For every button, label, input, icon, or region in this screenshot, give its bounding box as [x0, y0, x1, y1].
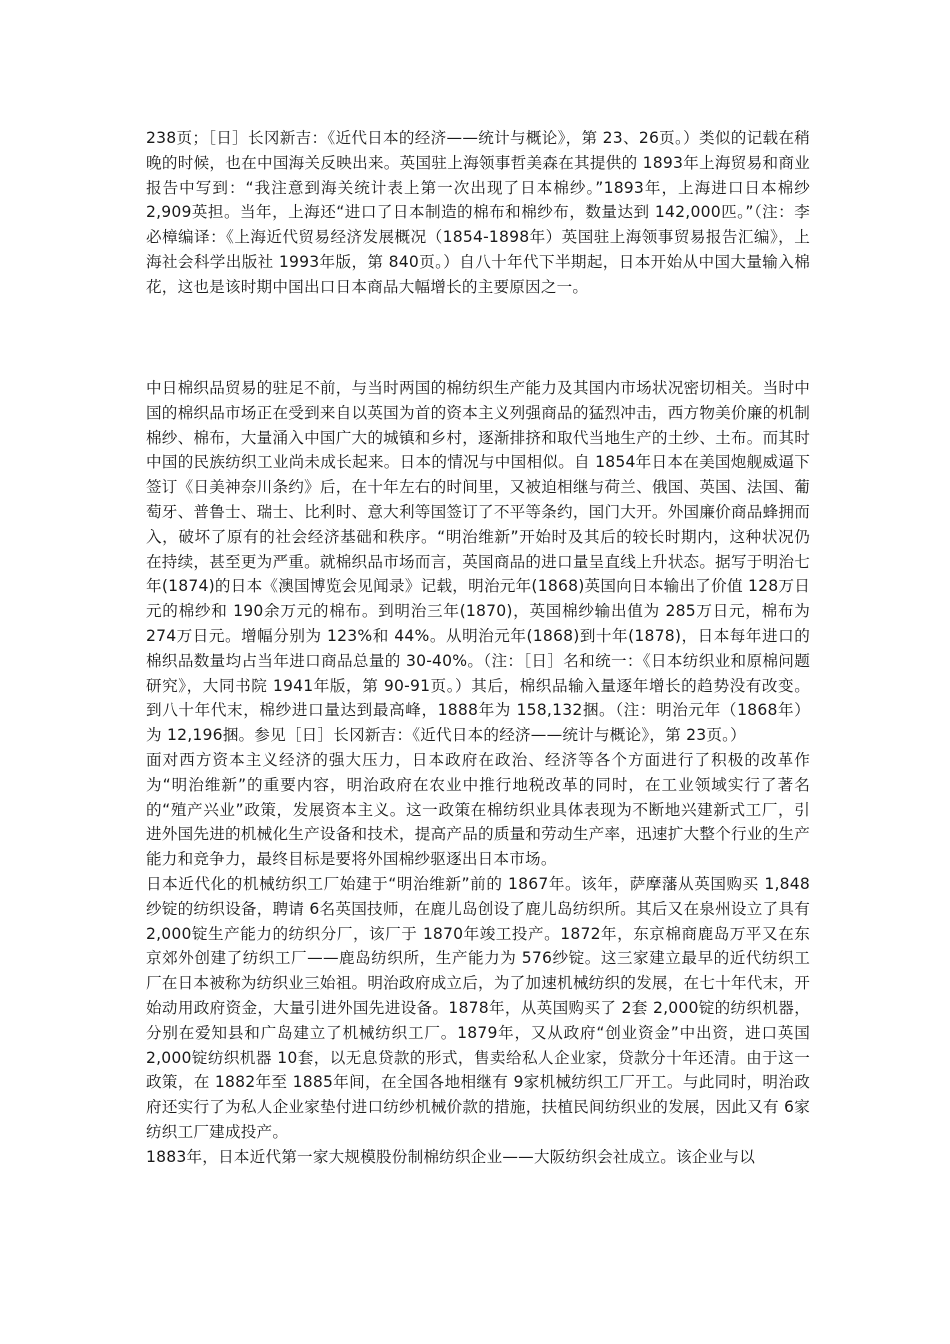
text-block-top [146, 126, 810, 300]
paragraph-osaka-spinning: 1883年，日本近代第一家大规模股份制棉纺织企业——大阪纺织会社成立。该企业与以 [146, 1147, 756, 1166]
paragraph-meiji-policy: 面对西方资本主义经济的强大压力，日本政府在政治、经济等各个方面进行了积极的改革作为“明治维新”的重要内容，明治政府在农业中推行地税改革的同时，在工业领域实行了著名的“殖产兴业”政策，发展资本主义。这一政策在棉纺织业具体表现为不断地兴建新式工厂，引进外国先进的机械化生产设备和技术，提高产品的质量和劳动生产率，迅速扩大整个行业的生产能力和竞争力，最终目标是要将外国棉纱驱逐出日本市场。 [146, 750, 810, 869]
text-block-main [146, 376, 810, 1170]
paragraph-cotton-trade: 中日棉织品贸易的驻足不前，与当时两国的棉纺织生产能力及其国内市场状况密切相关。当时中国的棉织品市场正在受到来自以英国为首的资本主义列强商品的猛烈冲击，西方物美价廉的机制棉纱、棉布，大量涌入中国广大的城镇和乡村，逐渐排挤和取代当地生产的土纱、土布。而其时中国的民族纺织工业尚未成长起来。日本的情况与中国相似。自 1854年日本在美国炮舰威逼下签订《日美神奈川条约》后，在十年左右的时间里，又被迫相继与荷兰、俄国、英国、法国、葡萄牙、普鲁士、瑞士、比利时、意大利等国签订了不平等条约，国门大开。外国廉价商品蜂拥而入，破坏了原有的社会经济基础和秩序。“明治维新”开始时及其后的较长时期内，这种状况仍在持续，甚至更为严重。就棉织品市场而言，英国商品的进口量呈直线上升状态。据写于明治七年(1874)的日本《澳国博览会见闻录》记载，明治元年(1868)英国向日本输出了价值 128万日元的棉纱和 190余万元的棉布。到明治三年(1870)，英国棉纱输出值为 285万日元，棉布为 274万日元。增幅分别为 123%和 44%。从明治元年(1868)到十年(1878)，日本每年进口的棉织品数量均占当年进口商品总量的 30-40%。（注：［日］名和统一：《日本纺织业和原棉问题研究》，大同书院 1941年版，第 90-91页。）其后，棉织品输入量逐年增长的趋势没有改变。到八十年代末，棉纱进口量达到最高峰，1888年为 158,132捆。（注：明治元年（1868年）为 12,196捆。参见［日］长冈新吉：《近代日本的经济——统计与概论》，第 23页。） [146, 379, 810, 745]
paragraph-spinning-factories: 日本近代化的机械纺织工厂始建于“明治维新”前的 1867年。该年，萨摩藩从英国购买 1,848纱锭的纺织设备，聘请 6名英国技师，在鹿儿岛创设了鹿儿岛纺织所。其后又在泉州设立了具有 2,000锭生产能力的纺织分厂，该厂于 1870年竣工投产。1872年，东京棉商鹿岛万平又在东京郊外创建了纺织工厂——鹿岛纺织所，生产能力为 576纱锭。这三家建立最早的近代纺织工厂在日本被称为纺织业三始祖。明治政府成立后，为了加速机械纺织的发展，在七十年代末，开始动用政府资金，大量引进外国先进设备。1878年，从英国购买了 2套 2,000锭的纺织机器，分别在爱知县和广岛建立了机械纺织工厂。1879年，又从政府“创业资金”中出资，进口英国 2,000锭纺织机器 10套，以无息贷款的形式，售卖给私人企业家，贷款分十年还清。由于这一政策，在 1882年至 1885年间，在全国各地相继有 9家机械纺织工厂开工。与此同时，明治政府还实行了为私人企业家垫付进口纺纱机械价款的措施，扶植民间纺织业的发展，因此又有 6家纺织工厂建成投产。 [146, 874, 810, 1141]
continued-paragraph: 238页；［日］长冈新吉：《近代日本的经济——统计与概论》，第 23、26页。）类似的记载在稍晚的时候，也在中国海关反映出来。英国驻上海领事哲美森在其提供的 1893年上海贸易和商业报告中写到：“我注意到海关统计表上第一次出现了日本棉纱。”1893年，上海进口日本棉纱 2,909英担。当年，上海还“进口了日本制造的棉布和棉纱布，数量达到 142,000匹。”（注：李必樟编译：《上海近代贸易经济发展概况（1854-1898年）英国驻上海领事贸易报告汇编》，上海社会科学出版社 1993年版，第 840页。）自八十年代下半期起，日本开始从中国大量输入棉花，这也是该时期中国出口日本商品大幅增长的主要原因之一。 [146, 129, 810, 296]
